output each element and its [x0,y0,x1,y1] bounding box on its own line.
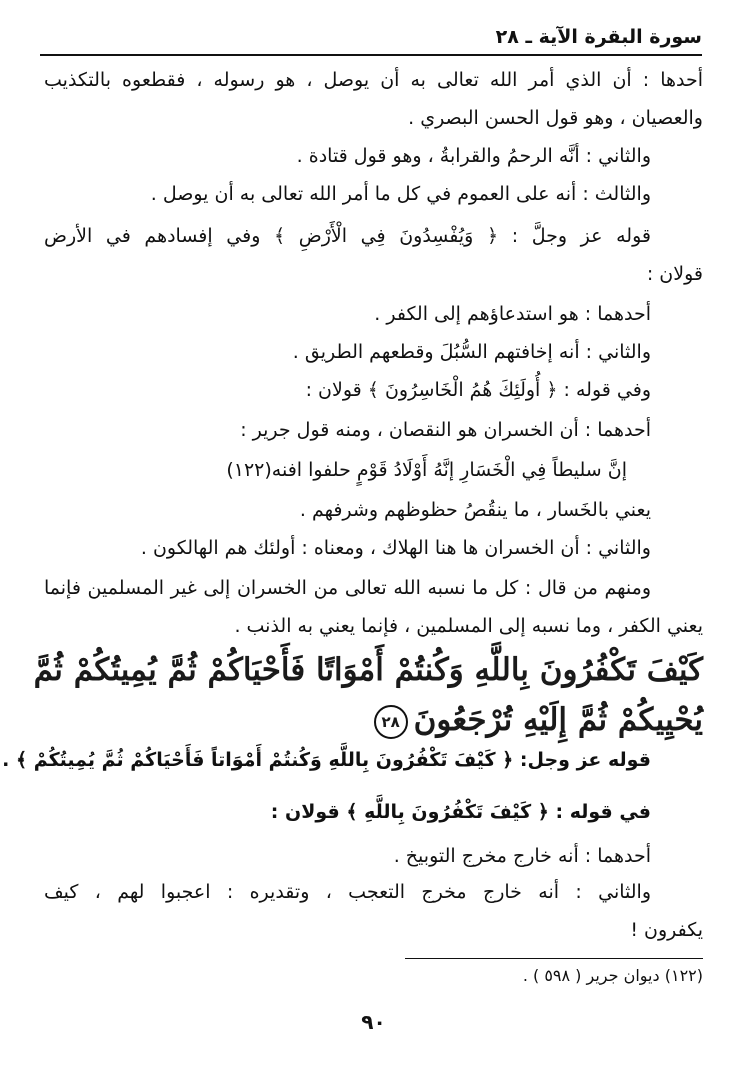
text-line: أحدها : أن الذي أمر الله تعالى به أن يوصل ، هو رسوله ، فقطعوه بالتكذيب [44,69,703,91]
running-header [40,22,702,52]
text-line: وفي قوله : ﴿ أُولَئِكَ هُمُ الْخَاسِرُونَ ﴾ قولان : [305,379,651,401]
quran-verse-text: يُحْيِيكُمْ ثُمَّ إِلَيْهِ تُرْجَعُونَ [413,702,703,738]
text-line: يعني بالخَسار ، ما ينقُصُ حظوظهم وشرفهم . [299,499,651,521]
footnote-rule [405,958,703,959]
page-number: ٩٠ [361,1010,386,1034]
poetry-verse-line: إنَّ سليطاً فِي الْخَسَارِ إنَّهُ أَوْلَادُ قَوْمٍ حلفوا افنه(١٢٢) [226,459,627,481]
text-line: أحدهما : هو استدعاؤهم إلى الكفر . [374,303,651,325]
text-line: يكفرون ! [630,919,703,941]
header-rule [40,54,702,56]
text-line: قوله عز وجل: ﴿ كَيْفَ تَكْفُرُونَ بِاللَّهِ وَكُنتُمْ أَمْوَاتاً فَأَحْيَاكُمْ ثُمَّ يُمِيتُكُمْ ﴾ . [2,749,651,771]
text-line: أحدهما : أن الخسران هو النقصان ، ومنه قول جرير : [240,419,651,441]
text-line: يعني الكفر ، وما نسبه إلى المسلمين ، فإنما يعني به الذنب . [234,615,703,637]
text-line: قولان : [646,263,703,285]
ayah-number-mark: ٢٨ [374,705,408,739]
text-line: في قوله : ﴿ كَيْفَ تَكْفُرُونَ بِاللَّهِ ﴾ قولان : [270,801,651,823]
footnote: (١٢٢) ديوان جرير ( ٥٩٨ ) . [522,966,703,985]
text-line: والثاني : أنَّه الرحمُ والقرابةُ ، وهو قول قتادة . [296,145,651,167]
text-line: والثاني : أنه خارج مخرج التعجب ، وتقديره : اعجبوا لهم ، كيف [44,881,651,903]
text-line: ومنهم من قال : كل ما نسبه الله تعالى من الخسران إلى غير المسلمين فإنما [44,577,651,599]
text-line: والثاني : أنه إخافتهم السُّبُلَ وقطعهم الطريق . [292,341,651,363]
text-line: أحدهما : أنه خارج مخرج التوبيخ . [393,845,651,867]
text-line: والثاني : أن الخسران ها هنا الهلاك ، ومعناه : أولئك هم الهالكون . [140,537,651,559]
text-line: والثالث : أنه على العموم في كل ما أمر الله تعالى به أن يوصل . [150,183,651,205]
quran-verse-line-2 [44,698,703,742]
text-line: قوله عز وجلَّ : ﴿ وَيُفْسِدُونَ فِي الْأَرْضِ ﴾ وفي إفسادهم في الأرض [44,225,651,247]
text-line: والعصيان ، وهو قول الحسن البصري . [408,107,703,129]
quran-verse-line-1: كَيْفَ تَكْفُرُونَ بِاللَّهِ وَكُنتُمْ أَمْوَاتًا فَأَحْيَاكُمْ ثُمَّ يُمِيتُكُمْ ثُمَّ [33,652,703,688]
header-title: سورة البقرة الآية ـ ٢٨ [495,26,702,48]
